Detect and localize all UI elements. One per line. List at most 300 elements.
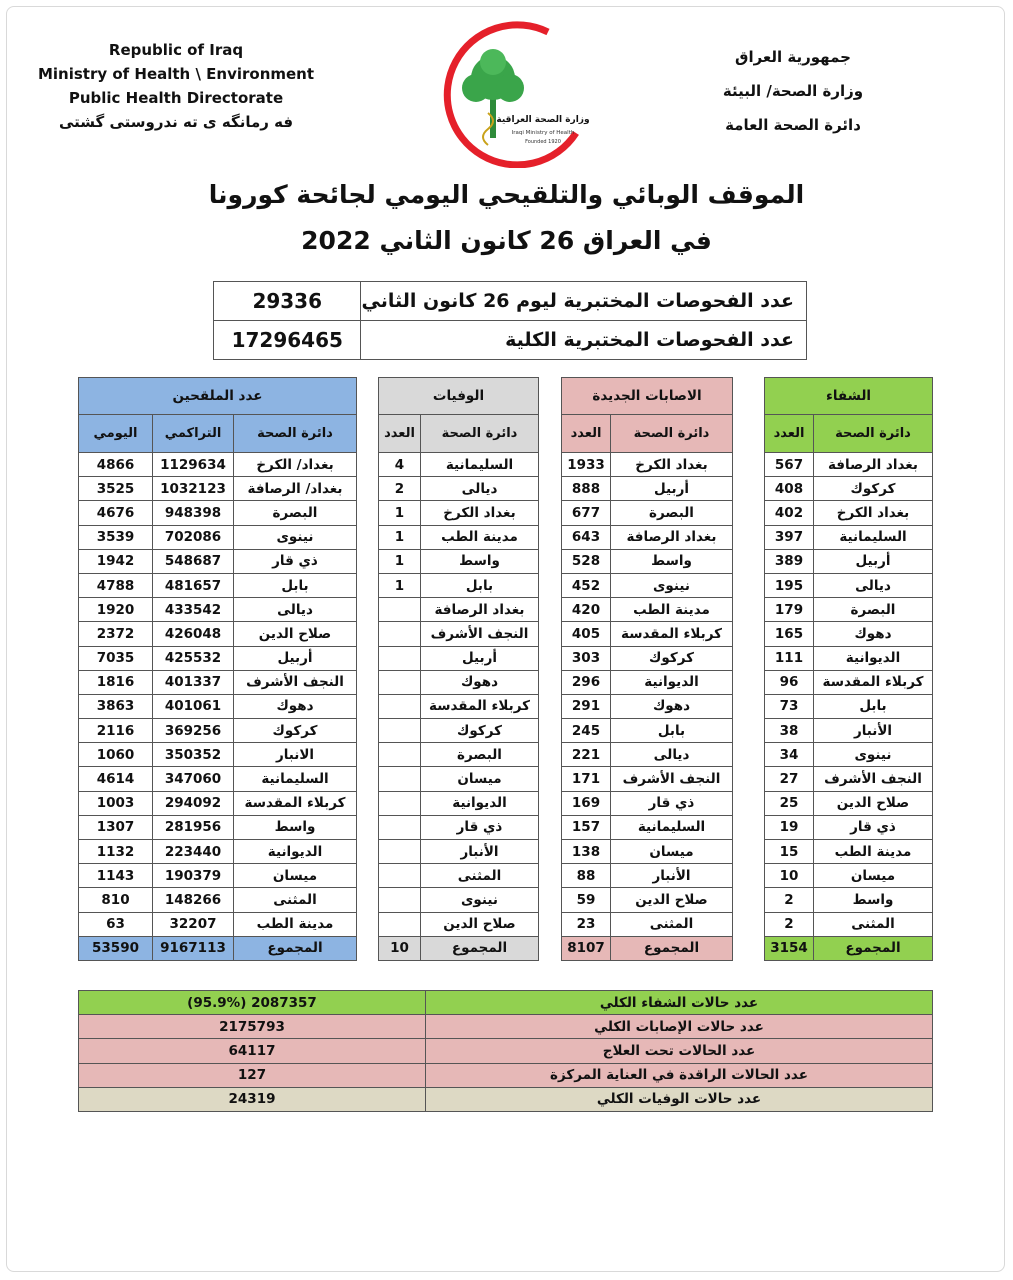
table-row (79, 791, 357, 815)
table-row (765, 767, 933, 791)
table-cell (379, 840, 421, 864)
table-cell: 702086 (153, 525, 234, 549)
table-row (562, 936, 733, 960)
table-cell: واسط (421, 549, 539, 573)
table-cell: 810 (79, 888, 153, 912)
table-cell: 59 (562, 888, 611, 912)
table-cell: 10 (379, 936, 421, 960)
table-row (379, 694, 539, 718)
table-row (79, 840, 357, 864)
header-arabic (693, 40, 893, 142)
table-cell: 1307 (79, 815, 153, 839)
table-cell: المثنى (814, 912, 933, 936)
table-cell: 32207 (153, 912, 234, 936)
table-cell: نينوى (421, 888, 539, 912)
table-row (562, 743, 733, 767)
table-cell: 138 (562, 840, 611, 864)
table-cell: 4 (379, 453, 421, 477)
table-row (79, 864, 357, 888)
table-cell: 3154 (765, 936, 814, 960)
table-cell: 73 (765, 694, 814, 718)
table-row (562, 477, 733, 501)
table-cell: 389 (765, 549, 814, 573)
table-cell: الديوانية (611, 670, 733, 694)
table-cell: 63 (79, 912, 153, 936)
table-row (562, 912, 733, 936)
table-cell (379, 815, 421, 839)
table-cell: الأنبار (421, 840, 539, 864)
table-cell (379, 670, 421, 694)
table-cell: صلاح الدين (234, 622, 357, 646)
table-cell: 397 (765, 525, 814, 549)
table-cell: ميسان (234, 864, 357, 888)
table-cell: 2116 (79, 719, 153, 743)
table-cell: الديوانية (421, 791, 539, 815)
table-cell: 34 (765, 743, 814, 767)
table-row (379, 378, 539, 415)
table-cell: صلاح الدين (611, 888, 733, 912)
table-row (765, 378, 933, 415)
header-en-line: Ministry of Health \ Environment (37, 65, 315, 83)
table-row (79, 1087, 933, 1111)
table-row (79, 622, 357, 646)
table-cell: المجموع (421, 936, 539, 960)
ministry-logo (418, 18, 608, 168)
table-row (765, 477, 933, 501)
table-cell (379, 767, 421, 791)
table-cell (379, 598, 421, 622)
table-cell: 171 (562, 767, 611, 791)
summary-label: عدد حالات الإصابات الكلي (426, 1015, 933, 1039)
table-cell: 948398 (153, 501, 234, 525)
summary-label: عدد حالات الشفاء الكلي (426, 991, 933, 1015)
table-cell: 548687 (153, 549, 234, 573)
table-cell: ميسان (814, 864, 933, 888)
table-cell (379, 888, 421, 912)
table-cell: الديوانية (234, 840, 357, 864)
table-row (765, 549, 933, 573)
table-cell: السليمانية (234, 767, 357, 791)
table-row (562, 694, 733, 718)
summary-value: 24319 (79, 1087, 426, 1111)
table-row (562, 573, 733, 597)
new-cases-table (561, 377, 733, 961)
table-row (79, 912, 357, 936)
column-header: دائرة الصحة (814, 415, 933, 453)
table-row (79, 767, 357, 791)
table-cell: 111 (765, 646, 814, 670)
table-row (765, 598, 933, 622)
table-cell: 148266 (153, 888, 234, 912)
table-row (79, 991, 933, 1015)
table-cell: المثنى (611, 912, 733, 936)
table-cell (379, 912, 421, 936)
table-cell: البصرة (611, 501, 733, 525)
table-row (79, 1039, 933, 1063)
summary-value: 64117 (79, 1039, 426, 1063)
table-cell: 1816 (79, 670, 153, 694)
table-row (79, 815, 357, 839)
table-cell: واسط (814, 888, 933, 912)
table-cell: بغداد الرصافة (814, 453, 933, 477)
table-cell: المثنى (234, 888, 357, 912)
table-cell: المجموع (234, 936, 357, 960)
table-row (79, 1063, 933, 1087)
table-cell: 294092 (153, 791, 234, 815)
table-cell: بغداد/ الكرخ (234, 453, 357, 477)
table-row (765, 646, 933, 670)
table-cell: 426048 (153, 622, 234, 646)
table-row (562, 719, 733, 743)
table-row (379, 791, 539, 815)
table-cell: 38 (765, 719, 814, 743)
table-cell: 677 (562, 501, 611, 525)
table-row (79, 1015, 933, 1039)
table-cell: 3525 (79, 477, 153, 501)
table-cell: بغداد الرصافة (611, 525, 733, 549)
table-cell: النجف الأشرف (611, 767, 733, 791)
column-header: العدد (765, 415, 814, 453)
column-header: العدد (379, 415, 421, 453)
table-cell: المجموع (814, 936, 933, 960)
table-cell: الأنبار (814, 719, 933, 743)
table-row (79, 888, 357, 912)
table-cell (379, 864, 421, 888)
table-row (379, 525, 539, 549)
table-row (562, 549, 733, 573)
table-cell: 281956 (153, 815, 234, 839)
table-cell: 2 (765, 888, 814, 912)
vaccinated-title: عدد الملقحين (79, 378, 357, 415)
table-cell: مدينة الطب (234, 912, 357, 936)
table-cell: دهوك (234, 694, 357, 718)
table-cell: 1920 (79, 598, 153, 622)
table-row (379, 936, 539, 960)
table-cell: 3863 (79, 694, 153, 718)
table-cell: 25 (765, 791, 814, 815)
table-cell (379, 719, 421, 743)
table-cell: واسط (611, 549, 733, 573)
table-row (379, 767, 539, 791)
table-row (79, 549, 357, 573)
table-cell: السليمانية (611, 815, 733, 839)
table-row (79, 936, 357, 960)
header-en-line: Public Health Directorate (68, 89, 284, 107)
daily-tests-value: 29336 (214, 282, 361, 321)
table-row (79, 743, 357, 767)
table-cell: 1933 (562, 453, 611, 477)
table-cell: دهوك (611, 694, 733, 718)
table-row (765, 912, 933, 936)
column-header: التراكمي (153, 415, 234, 453)
table-row (79, 670, 357, 694)
summary-label: عدد حالات الوفيات الكلي (426, 1087, 933, 1111)
table-cell: 425532 (153, 646, 234, 670)
table-cell: ذي قار (234, 549, 357, 573)
table-row (379, 743, 539, 767)
table-cell (379, 622, 421, 646)
table-row (379, 719, 539, 743)
table-row (765, 453, 933, 477)
table-cell: 401061 (153, 694, 234, 718)
table-cell: 165 (765, 622, 814, 646)
table-row (562, 888, 733, 912)
table-cell: السليمانية (814, 525, 933, 549)
table-cell: 291 (562, 694, 611, 718)
column-header: العدد (562, 415, 611, 453)
table-cell: 369256 (153, 719, 234, 743)
table-row (765, 815, 933, 839)
table-cell: 643 (562, 525, 611, 549)
table-cell: 53590 (79, 936, 153, 960)
table-cell: 4676 (79, 501, 153, 525)
table-cell: 96 (765, 670, 814, 694)
table-row (79, 415, 357, 453)
table-row (214, 282, 807, 321)
table-cell: المثنى (421, 864, 539, 888)
table-cell: السليمانية (421, 453, 539, 477)
table-row (79, 598, 357, 622)
table-cell: 27 (765, 767, 814, 791)
table-cell: 4788 (79, 573, 153, 597)
table-cell: 19 (765, 815, 814, 839)
table-cell: كربلاء المقدسة (234, 791, 357, 815)
table-row (765, 622, 933, 646)
table-cell: ديالى (814, 573, 933, 597)
table-cell: 10 (765, 864, 814, 888)
table-row (379, 453, 539, 477)
table-cell: أربيل (234, 646, 357, 670)
table-row (765, 415, 933, 453)
table-cell: 567 (765, 453, 814, 477)
vaccinated-table (78, 377, 357, 961)
table-cell: 223440 (153, 840, 234, 864)
summary-value: 2175793 (79, 1015, 426, 1039)
table-cell: ذي قار (814, 815, 933, 839)
table-cell: ديالى (234, 598, 357, 622)
table-cell: كركوك (611, 646, 733, 670)
table-cell: صلاح الدين (421, 912, 539, 936)
table-row (379, 549, 539, 573)
table-cell: ميسان (421, 767, 539, 791)
table-cell: 4614 (79, 767, 153, 791)
table-cell: الديوانية (814, 646, 933, 670)
report-title: الموقف الوبائي والتلقيحي اليومي لجائحة كورونا (208, 180, 805, 209)
table-row (79, 453, 357, 477)
table-cell: 88 (562, 864, 611, 888)
column-header: دائرة الصحة (421, 415, 539, 453)
logo-text-en: Iraqi Ministry of Health (511, 130, 575, 136)
table-cell: بغداد الرصافة (421, 598, 539, 622)
table-row (765, 864, 933, 888)
table-row (379, 888, 539, 912)
recovered-table (764, 377, 933, 961)
table-cell: نينوى (814, 743, 933, 767)
table-cell: بغداد الكرخ (611, 453, 733, 477)
table-row (765, 694, 933, 718)
table-row (562, 767, 733, 791)
column-header: دائرة الصحة (611, 415, 733, 453)
table-cell: 1 (379, 501, 421, 525)
header-ar-line: دائرة الصحة العامة (725, 116, 861, 134)
table-cell: بابل (234, 573, 357, 597)
table-cell (379, 694, 421, 718)
table-cell: بابل (814, 694, 933, 718)
table-row (379, 670, 539, 694)
table-cell: 3539 (79, 525, 153, 549)
deaths-title: الوفيات (379, 378, 539, 415)
table-cell: 179 (765, 598, 814, 622)
table-cell: 405 (562, 622, 611, 646)
summary-value: 2087357 (95.9%) (79, 991, 426, 1015)
table-cell: 1129634 (153, 453, 234, 477)
header-english (36, 38, 316, 134)
table-cell: 1060 (79, 743, 153, 767)
column-header: دائرة الصحة (234, 415, 357, 453)
table-cell: 888 (562, 477, 611, 501)
table-cell: 1143 (79, 864, 153, 888)
table-cell: 408 (765, 477, 814, 501)
table-cell: كركوك (421, 719, 539, 743)
table-row (562, 525, 733, 549)
table-cell: نينوى (234, 525, 357, 549)
table-row (765, 719, 933, 743)
table-cell: أربيل (421, 646, 539, 670)
table-cell: 402 (765, 501, 814, 525)
header-ar-line: وزارة الصحة/ البيئة (722, 82, 864, 100)
table-row (79, 477, 357, 501)
table-row (379, 501, 539, 525)
table-cell: بابل (611, 719, 733, 743)
table-row (765, 840, 933, 864)
table-row (79, 378, 357, 415)
deaths-table (378, 377, 539, 961)
table-cell: نينوى (611, 573, 733, 597)
table-row (765, 670, 933, 694)
table-cell: الأنبار (611, 864, 733, 888)
table-row (562, 815, 733, 839)
table-cell: 433542 (153, 598, 234, 622)
table-cell: بغداد الكرخ (814, 501, 933, 525)
table-cell: أربيل (814, 549, 933, 573)
table-cell: النجف الأشرف (814, 767, 933, 791)
table-cell (379, 791, 421, 815)
table-row (562, 415, 733, 453)
header-en-line: Republic of Iraq (108, 41, 244, 59)
table-cell: 15 (765, 840, 814, 864)
table-row (79, 525, 357, 549)
summary-value: 127 (79, 1063, 426, 1087)
table-cell: 7035 (79, 646, 153, 670)
table-row (214, 321, 807, 360)
table-row (79, 694, 357, 718)
table-cell: 350352 (153, 743, 234, 767)
table-cell: مدينة الطب (611, 598, 733, 622)
table-row (765, 501, 933, 525)
table-row (562, 791, 733, 815)
summary-label: عدد الحالات الراقدة في العناية المركزة (426, 1063, 933, 1087)
table-row (379, 864, 539, 888)
table-cell: 1003 (79, 791, 153, 815)
table-cell: 452 (562, 573, 611, 597)
total-tests-value: 17296465 (214, 321, 361, 360)
table-row (765, 743, 933, 767)
table-cell: بغداد الكرخ (421, 501, 539, 525)
table-cell: كربلاء المقدسة (421, 694, 539, 718)
table-cell: 2372 (79, 622, 153, 646)
table-cell: 157 (562, 815, 611, 839)
table-row (765, 888, 933, 912)
table-cell: 1 (379, 573, 421, 597)
table-row (562, 840, 733, 864)
table-row (379, 815, 539, 839)
table-cell: واسط (234, 815, 357, 839)
table-cell: 4866 (79, 453, 153, 477)
table-cell: 296 (562, 670, 611, 694)
table-row (765, 573, 933, 597)
daily-tests-label: عدد الفحوصات المختبرية ليوم 26 كانون الثاني (361, 282, 807, 321)
table-cell: ذي قار (611, 791, 733, 815)
table-cell (379, 646, 421, 670)
table-cell: 420 (562, 598, 611, 622)
table-row (79, 646, 357, 670)
table-row (379, 840, 539, 864)
table-cell: 23 (562, 912, 611, 936)
table-row (562, 378, 733, 415)
table-cell: دهوك (421, 670, 539, 694)
table-cell: بابل (421, 573, 539, 597)
table-cell: أربيل (611, 477, 733, 501)
table-cell: 1 (379, 525, 421, 549)
table-row (562, 646, 733, 670)
table-cell: ميسان (611, 840, 733, 864)
table-row (379, 573, 539, 597)
table-cell: 9167113 (153, 936, 234, 960)
table-cell: بغداد/ الرصافة (234, 477, 357, 501)
table-cell: صلاح الدين (814, 791, 933, 815)
table-row (562, 598, 733, 622)
table-cell: ديالى (611, 743, 733, 767)
table-cell: 1 (379, 549, 421, 573)
table-cell: النجف الأشرف (421, 622, 539, 646)
table-cell: 8107 (562, 936, 611, 960)
table-row (765, 791, 933, 815)
table-row (562, 622, 733, 646)
table-cell: 190379 (153, 864, 234, 888)
table-cell: مدينة الطب (814, 840, 933, 864)
table-row (79, 501, 357, 525)
table-cell: 2 (379, 477, 421, 501)
table-row (379, 912, 539, 936)
logo-text-ar: وزارة الصحة العراقية (496, 115, 590, 125)
table-row (562, 670, 733, 694)
table-row (379, 477, 539, 501)
table-cell: النجف الأشرف (234, 670, 357, 694)
table-cell: دهوك (814, 622, 933, 646)
table-cell: ذي قار (421, 815, 539, 839)
table-cell: 245 (562, 719, 611, 743)
table-cell: 195 (765, 573, 814, 597)
table-row (562, 864, 733, 888)
table-cell: 169 (562, 791, 611, 815)
table-row (379, 598, 539, 622)
table-row (379, 622, 539, 646)
table-row (379, 415, 539, 453)
logo-text-founded: Founded 1920 (525, 139, 561, 145)
table-cell: 221 (562, 743, 611, 767)
new-cases-title: الاصابات الجديدة (562, 378, 733, 415)
table-cell: الانبار (234, 743, 357, 767)
